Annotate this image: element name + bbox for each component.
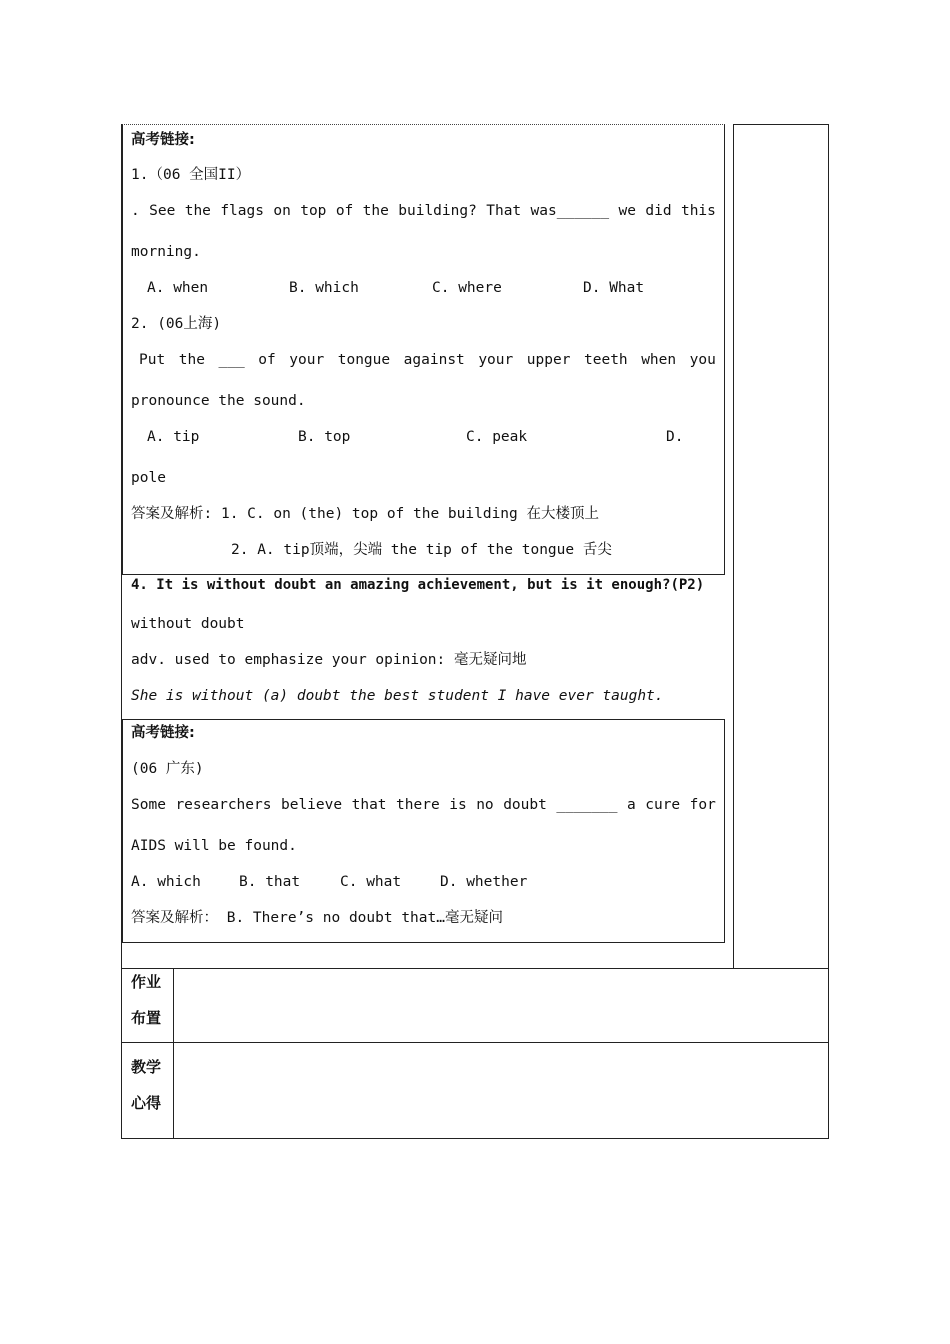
q1-word: on — [273, 203, 291, 219]
section1-heading: 高考链接: — [131, 132, 195, 148]
reflection-label-line-2: 心得 — [131, 1094, 162, 1112]
q1-word: of — [335, 203, 354, 219]
s2-word: that — [351, 797, 387, 813]
reflection-content-cell — [174, 1043, 828, 1138]
q2-word: Put — [139, 352, 166, 368]
point4-title: 4. It is without doubt an amazing achievement, but is it enough?(P2) — [131, 577, 705, 593]
homework-content-cell — [174, 969, 828, 1042]
section2-option-a: A. which — [131, 874, 201, 890]
side-column-divider — [733, 124, 734, 969]
q2-word: you — [689, 352, 716, 368]
q1-word: was______ — [530, 203, 610, 219]
s2-word: _______ — [556, 797, 618, 813]
s2-word: there — [396, 797, 440, 813]
section2-source: (06 广东) — [131, 761, 204, 777]
q2-word: against — [403, 352, 465, 368]
s2-word: for — [689, 797, 716, 813]
s2-word: a — [626, 797, 636, 813]
q2-option-d-continuation: pole — [131, 470, 166, 486]
q1-word: flags — [220, 203, 264, 219]
q1-option-c: C. where — [432, 280, 502, 296]
q2-word: of — [258, 352, 276, 368]
outer-right-border — [828, 124, 829, 1139]
q1-word: this — [680, 203, 716, 219]
q1-word: See — [149, 203, 176, 219]
section2-heading: 高考链接: — [131, 725, 195, 741]
q2-word: ___ — [218, 352, 245, 368]
q2-option-d: D. — [666, 429, 684, 445]
q2-question-line — [139, 350, 716, 370]
s2-word: researchers — [175, 797, 272, 813]
point4-phrase: without doubt — [131, 616, 245, 632]
s2-word: Some — [131, 797, 166, 813]
q1-word: . — [131, 203, 140, 219]
outer-bottom-border — [121, 1138, 829, 1139]
point4-example: She is without (a) doubt the best student I have ever taught. — [131, 688, 664, 704]
q1-word: That — [486, 203, 522, 219]
q1-word: we — [618, 203, 636, 219]
q2-word: tongue — [337, 352, 391, 368]
q2-word: your — [478, 352, 514, 368]
homework-label-line-2: 布置 — [131, 1009, 162, 1027]
point4-definition: adv. used to emphasize your opinion: 毫无疑问地 — [131, 652, 527, 668]
q1-word: the — [184, 203, 211, 219]
outer-top-border-right — [733, 124, 829, 125]
q2-question-continuation: pronounce the sound. — [131, 393, 306, 409]
q1-option-a: A. when — [147, 280, 209, 296]
section2-answer: 答案及解析： B. There’s no doubt that…毫无疑问 — [131, 910, 503, 926]
q1-word: the — [362, 203, 389, 219]
q2-word: when — [641, 352, 677, 368]
section1-answer-line-2: 2. A. tip顶端，尖端 the tip of the tongue 舌尖 — [231, 542, 612, 558]
q1-question-line — [131, 201, 716, 221]
section1-answer-line-1: 答案及解析: 1. C. on (the) top of the building 在大楼顶上 — [131, 506, 599, 522]
reflection-label-line-1: 教学 — [131, 1058, 162, 1076]
q1-option-b: B. which — [289, 280, 359, 296]
homework-label-line-1: 作业 — [131, 973, 162, 991]
s2-word: no — [476, 797, 494, 813]
q1-word: building? — [398, 203, 477, 219]
q2-source: 2. (06上海) — [131, 316, 222, 332]
q1-option-d: D. What — [583, 280, 645, 296]
q1-word: top — [300, 203, 327, 219]
q2-word: your — [289, 352, 325, 368]
s2-word: doubt — [503, 797, 547, 813]
s2-word: is — [449, 797, 467, 813]
s2-word: believe — [280, 797, 343, 813]
q2-word: teeth — [584, 352, 628, 368]
section2-option-d: D. whether — [440, 874, 528, 890]
section2-option-b: B. that — [239, 874, 301, 890]
q1-question-continuation: morning. — [131, 244, 201, 260]
q1-word: did — [645, 203, 672, 219]
section2-question-line — [131, 795, 716, 815]
q2-option-c: C. peak — [466, 429, 528, 445]
q2-option-b: B. top — [298, 429, 351, 445]
s2-word: cure — [645, 797, 681, 813]
q1-source: 1.（06 全国II） — [131, 167, 251, 183]
section2-option-c: C. what — [340, 874, 402, 890]
q2-word: the — [178, 352, 205, 368]
section2-question-continuation: AIDS will be found. — [131, 838, 297, 854]
q2-option-a: A. tip — [147, 429, 200, 445]
q2-word: upper — [526, 352, 571, 368]
